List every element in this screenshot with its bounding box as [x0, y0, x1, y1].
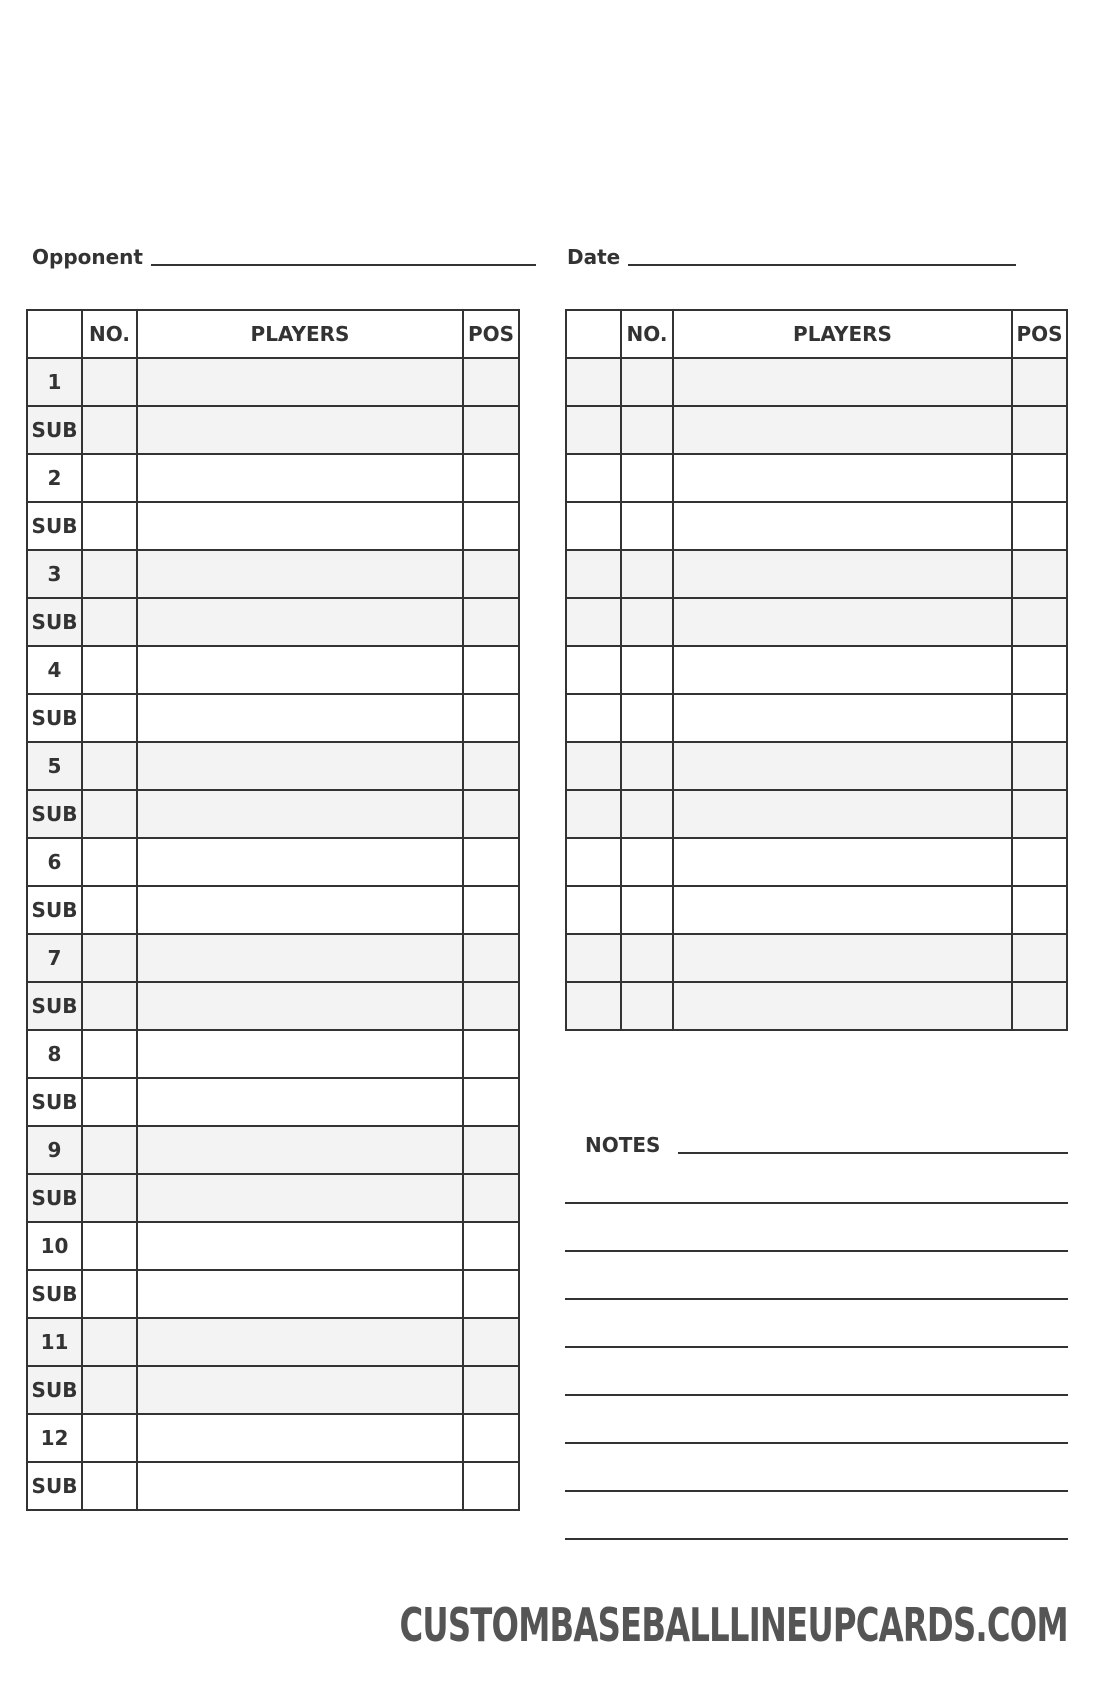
order-cell[interactable] [566, 454, 621, 502]
number-cell[interactable] [82, 1222, 137, 1270]
position-cell[interactable] [1012, 742, 1067, 790]
position-cell[interactable] [1012, 934, 1067, 982]
lineup-row [566, 838, 1067, 886]
number-cell[interactable] [82, 646, 137, 694]
position-cell[interactable] [463, 886, 519, 934]
date-label: Date [567, 245, 621, 269]
lineup-row [27, 1222, 519, 1270]
number-cell[interactable] [621, 886, 673, 934]
position-cell[interactable] [1012, 598, 1067, 646]
number-cell[interactable] [82, 982, 137, 1030]
player-cell[interactable] [137, 454, 463, 502]
batting-order-cell: 12 [27, 1414, 82, 1462]
player-cell[interactable] [137, 1318, 463, 1366]
number-cell[interactable] [621, 742, 673, 790]
brand-logo-text: CUSTOMBASEBALLLINEUPCARDS.COM [399, 1598, 1068, 1652]
opponent-line[interactable] [151, 264, 536, 266]
player-cell[interactable] [673, 790, 1012, 838]
position-cell[interactable] [463, 694, 519, 742]
batting-order-cell: 7 [27, 934, 82, 982]
position-cell[interactable] [463, 454, 519, 502]
position-cell[interactable] [463, 1318, 519, 1366]
notes-line[interactable] [565, 1444, 1068, 1492]
col-header-players: PLAYERS [137, 310, 463, 358]
batting-order-cell: SUB [27, 694, 82, 742]
order-cell[interactable] [566, 886, 621, 934]
position-cell[interactable] [463, 550, 519, 598]
lineup-row [27, 598, 519, 646]
player-cell[interactable] [137, 358, 463, 406]
notes-line[interactable] [565, 1300, 1068, 1348]
number-cell[interactable] [82, 886, 137, 934]
notes-line[interactable] [565, 1156, 1068, 1204]
lineup-row [27, 646, 519, 694]
lineup-row [27, 406, 519, 454]
batting-order-cell: 9 [27, 1126, 82, 1174]
position-cell[interactable] [1012, 790, 1067, 838]
number-cell[interactable] [82, 790, 137, 838]
player-cell[interactable] [137, 598, 463, 646]
batting-order-cell: SUB [27, 982, 82, 1030]
lineup-row [566, 742, 1067, 790]
number-cell[interactable] [621, 550, 673, 598]
order-cell[interactable] [566, 742, 621, 790]
number-cell[interactable] [82, 1414, 137, 1462]
order-cell[interactable] [566, 550, 621, 598]
number-cell[interactable] [82, 1270, 137, 1318]
lineup-row [566, 358, 1067, 406]
order-cell[interactable] [566, 982, 621, 1030]
position-cell[interactable] [1012, 646, 1067, 694]
opponent-label: Opponent [32, 245, 143, 269]
number-cell[interactable] [82, 1030, 137, 1078]
number-cell[interactable] [82, 694, 137, 742]
position-cell[interactable] [1012, 502, 1067, 550]
player-cell[interactable] [137, 1414, 463, 1462]
order-cell[interactable] [566, 406, 621, 454]
batting-order-cell: 11 [27, 1318, 82, 1366]
order-cell[interactable] [566, 838, 621, 886]
order-cell[interactable] [566, 694, 621, 742]
col-header-number: NO. [621, 310, 673, 358]
position-cell[interactable] [463, 1366, 519, 1414]
player-cell[interactable] [137, 1462, 463, 1510]
lineup-row [27, 1318, 519, 1366]
number-cell[interactable] [82, 502, 137, 550]
number-cell[interactable] [82, 1174, 137, 1222]
lineup-row [27, 886, 519, 934]
player-cell[interactable] [137, 1078, 463, 1126]
lineup-row [27, 790, 519, 838]
lineup-row [27, 1462, 519, 1510]
col-header-order [27, 310, 82, 358]
player-cell[interactable] [137, 1126, 463, 1174]
notes-section [565, 1120, 1068, 1540]
lineup-row [27, 934, 519, 982]
player-cell[interactable] [137, 646, 463, 694]
lineup-row [566, 934, 1067, 982]
lineup-row [27, 454, 519, 502]
date-line[interactable] [628, 264, 1016, 266]
position-cell[interactable] [463, 1126, 519, 1174]
number-cell[interactable] [621, 454, 673, 502]
number-cell[interactable] [82, 358, 137, 406]
player-cell[interactable] [137, 742, 463, 790]
lineup-row [566, 694, 1067, 742]
notes-line[interactable] [565, 1492, 1068, 1540]
position-cell[interactable] [1012, 454, 1067, 502]
batting-order-cell: 1 [27, 358, 82, 406]
lineup-row [566, 406, 1067, 454]
order-cell[interactable] [566, 790, 621, 838]
batting-order-cell: 4 [27, 646, 82, 694]
number-cell[interactable] [82, 1318, 137, 1366]
position-cell[interactable] [463, 1030, 519, 1078]
batting-order-cell: SUB [27, 1270, 82, 1318]
batting-order-cell: SUB [27, 1366, 82, 1414]
col-header-position: POS [1012, 310, 1067, 358]
lineup-row [27, 1030, 519, 1078]
player-cell[interactable] [137, 886, 463, 934]
position-cell[interactable] [1012, 838, 1067, 886]
player-cell[interactable] [673, 886, 1012, 934]
batting-order-cell: SUB [27, 598, 82, 646]
player-cell[interactable] [673, 934, 1012, 982]
position-cell[interactable] [463, 358, 519, 406]
number-cell[interactable] [621, 982, 673, 1030]
number-cell[interactable] [621, 406, 673, 454]
position-cell[interactable] [463, 742, 519, 790]
position-cell[interactable] [463, 1222, 519, 1270]
number-cell[interactable] [621, 598, 673, 646]
batting-order-cell: SUB [27, 886, 82, 934]
number-cell[interactable] [82, 1126, 137, 1174]
notes-line[interactable] [565, 1204, 1068, 1252]
notes-line[interactable] [565, 1396, 1068, 1444]
lineup-row [566, 982, 1067, 1030]
col-header-order [566, 310, 621, 358]
number-cell[interactable] [621, 694, 673, 742]
lineup-row [27, 694, 519, 742]
lineup-row [566, 646, 1067, 694]
position-cell[interactable] [463, 790, 519, 838]
position-cell[interactable] [463, 1462, 519, 1510]
player-cell[interactable] [137, 502, 463, 550]
lineup-row [566, 790, 1067, 838]
lineup-table-right [565, 309, 1068, 1031]
batting-order-cell: 10 [27, 1222, 82, 1270]
batting-order-cell: SUB [27, 1174, 82, 1222]
batting-order-cell: 5 [27, 742, 82, 790]
player-cell[interactable] [137, 694, 463, 742]
player-cell[interactable] [673, 982, 1012, 1030]
player-cell[interactable] [137, 550, 463, 598]
order-cell[interactable] [566, 358, 621, 406]
lineup-row [566, 598, 1067, 646]
number-cell[interactable] [82, 1078, 137, 1126]
player-cell[interactable] [137, 1270, 463, 1318]
notes-line[interactable] [565, 1252, 1068, 1300]
player-cell[interactable] [137, 1222, 463, 1270]
player-cell[interactable] [673, 550, 1012, 598]
position-cell[interactable] [463, 646, 519, 694]
position-cell[interactable] [463, 502, 519, 550]
header-row [27, 310, 519, 358]
lineup-row [27, 358, 519, 406]
lineup-row [27, 1270, 519, 1318]
lineup-row [27, 1414, 519, 1462]
player-cell[interactable] [673, 646, 1012, 694]
number-cell[interactable] [621, 790, 673, 838]
batting-order-cell: 2 [27, 454, 82, 502]
number-cell[interactable] [621, 934, 673, 982]
lineup-row [27, 838, 519, 886]
number-cell[interactable] [82, 742, 137, 790]
player-cell[interactable] [137, 790, 463, 838]
player-cell[interactable] [137, 934, 463, 982]
number-cell[interactable] [621, 358, 673, 406]
lineup-row [27, 1078, 519, 1126]
player-cell[interactable] [137, 1030, 463, 1078]
date-field [567, 238, 1016, 268]
notes-label: NOTES [585, 1133, 661, 1157]
batting-order-cell: SUB [27, 406, 82, 454]
batting-order-cell: SUB [27, 502, 82, 550]
opponent-field [32, 238, 536, 268]
order-cell[interactable] [566, 934, 621, 982]
notes-header [565, 1120, 1068, 1156]
number-cell[interactable] [82, 1366, 137, 1414]
position-cell[interactable] [463, 1174, 519, 1222]
position-cell[interactable] [463, 982, 519, 1030]
position-cell[interactable] [1012, 886, 1067, 934]
header-row [566, 310, 1067, 358]
number-cell[interactable] [82, 934, 137, 982]
number-cell[interactable] [82, 454, 137, 502]
batting-order-cell: SUB [27, 1078, 82, 1126]
player-cell[interactable] [673, 358, 1012, 406]
position-cell[interactable] [463, 598, 519, 646]
player-cell[interactable] [673, 742, 1012, 790]
lineup-row [27, 502, 519, 550]
player-cell[interactable] [137, 838, 463, 886]
lineup-row [566, 502, 1067, 550]
lineup-row [27, 1366, 519, 1414]
position-cell[interactable] [1012, 982, 1067, 1030]
player-cell[interactable] [137, 406, 463, 454]
lineup-row [27, 1126, 519, 1174]
player-cell[interactable] [673, 694, 1012, 742]
batting-order-cell: SUB [27, 1462, 82, 1510]
lineup-row [566, 454, 1067, 502]
order-cell[interactable] [566, 646, 621, 694]
lineup-row [27, 982, 519, 1030]
col-header-number: NO. [82, 310, 137, 358]
position-cell[interactable] [1012, 406, 1067, 454]
order-cell[interactable] [566, 502, 621, 550]
player-cell[interactable] [673, 598, 1012, 646]
position-cell[interactable] [463, 1078, 519, 1126]
lineup-table-left [26, 309, 520, 1511]
position-cell[interactable] [463, 934, 519, 982]
position-cell[interactable] [1012, 550, 1067, 598]
lineup-row [27, 1174, 519, 1222]
batting-order-cell: SUB [27, 790, 82, 838]
player-cell[interactable] [137, 982, 463, 1030]
lineup-row [566, 550, 1067, 598]
order-cell[interactable] [566, 598, 621, 646]
number-cell[interactable] [82, 598, 137, 646]
number-cell[interactable] [82, 1462, 137, 1510]
number-cell[interactable] [82, 838, 137, 886]
notes-line[interactable] [565, 1348, 1068, 1396]
number-cell[interactable] [621, 838, 673, 886]
batting-order-cell: 6 [27, 838, 82, 886]
position-cell[interactable] [463, 406, 519, 454]
number-cell[interactable] [82, 406, 137, 454]
position-cell[interactable] [463, 1414, 519, 1462]
number-cell[interactable] [621, 502, 673, 550]
col-header-players: PLAYERS [673, 310, 1012, 358]
batting-order-cell: 8 [27, 1030, 82, 1078]
player-cell[interactable] [137, 1366, 463, 1414]
number-cell[interactable] [82, 550, 137, 598]
col-header-position: POS [463, 310, 519, 358]
player-cell[interactable] [673, 502, 1012, 550]
position-cell[interactable] [1012, 358, 1067, 406]
player-cell[interactable] [673, 838, 1012, 886]
position-cell[interactable] [463, 838, 519, 886]
lineup-row [566, 886, 1067, 934]
player-cell[interactable] [673, 454, 1012, 502]
batting-order-cell: 3 [27, 550, 82, 598]
position-cell[interactable] [463, 1270, 519, 1318]
player-cell[interactable] [673, 406, 1012, 454]
number-cell[interactable] [621, 646, 673, 694]
position-cell[interactable] [1012, 694, 1067, 742]
lineup-row [27, 550, 519, 598]
notes-line[interactable] [678, 1152, 1068, 1154]
player-cell[interactable] [137, 1174, 463, 1222]
lineup-row [27, 742, 519, 790]
